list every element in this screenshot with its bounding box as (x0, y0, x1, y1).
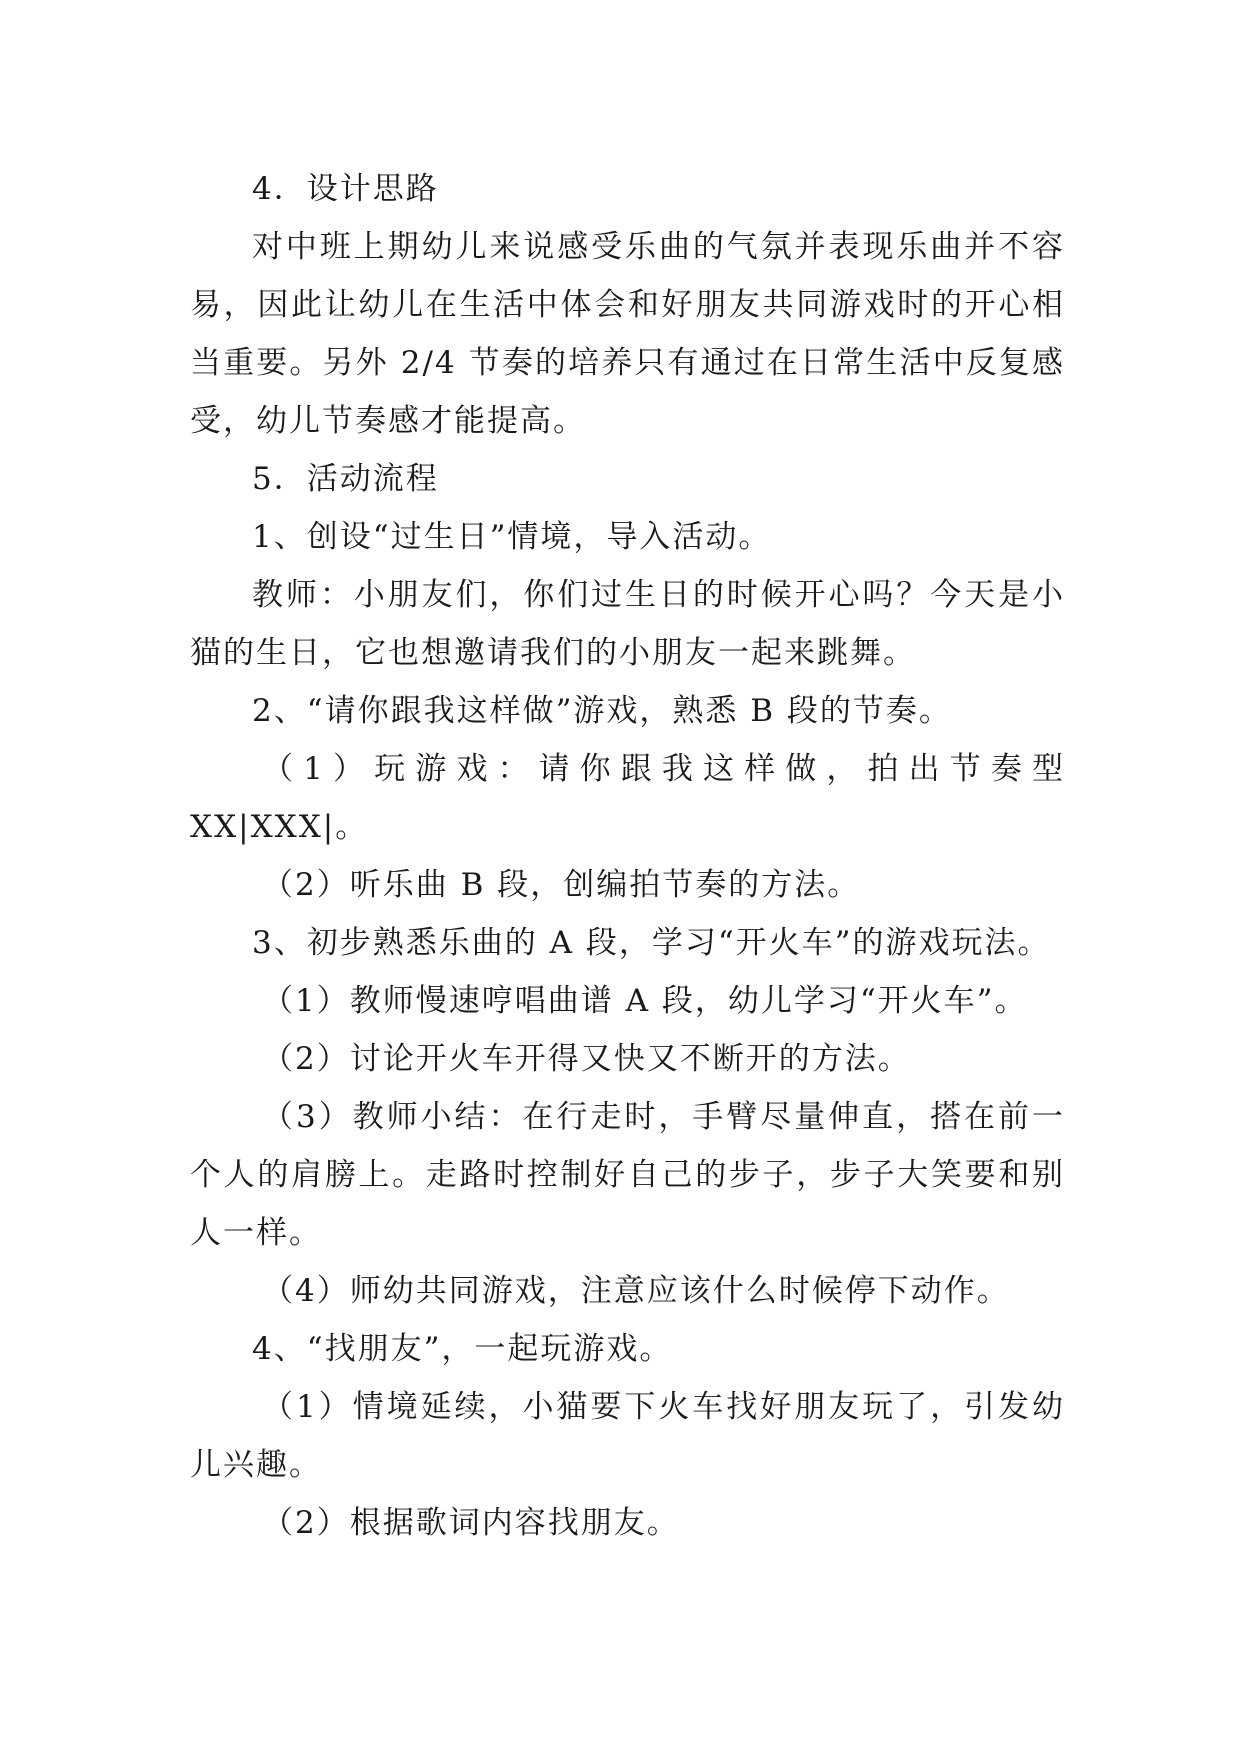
step-3-item-2: （2）讨论开火车开得又快又不断开的方法。 (262, 1041, 911, 1077)
step-4-item-1: （1）情境延续，小猫要下火车找好朋友玩了，引发幼儿兴趣。 (190, 1389, 1065, 1483)
step-3-title: 3、初步熟悉乐曲的 A 段，学习“开火车”的游戏玩法。 (252, 925, 1051, 961)
step-4-title: 4、“找朋友”，一起玩游戏。 (252, 1331, 673, 1367)
document-body (190, 160, 1065, 1552)
step-4-item-2: （2）根据歌词内容找朋友。 (262, 1505, 680, 1541)
step-1-title: 1、创设“过生日”情境，导入活动。 (252, 519, 772, 555)
step-3-item-4: （4）师幼共同游戏，注意应该什么时候停下动作。 (262, 1273, 1010, 1309)
paragraph-teacher-dialogue: 教师：小朋友们，你们过生日的时候开心吗？今天是小猫的生日，它也想邀请我们的小朋友一起来跳舞。 (190, 577, 1065, 671)
step-2-item-2: （2）听乐曲 B 段，创编拍节奏的方法。 (262, 867, 861, 903)
paragraph-design-idea: 对中班上期幼儿来说感受乐曲的气氛并表现乐曲并不容易，因此让幼儿在生活中体会和好朋友共同游戏时的开心相当重要。另外 2/4 节奏的培养只有通过在日常生活中反复感受，幼儿节奏感才能提高。 (190, 229, 1065, 439)
section-heading-activity-flow: 5．活动流程 (252, 461, 439, 497)
step-3-item-1: （1）教师慢速哼唱曲谱 A 段，幼儿学习“开火车”。 (262, 983, 1028, 1019)
step-2-item-1: （1）玩游戏：请你跟我这样做，拍出节奏型 XX|XXX|。 (190, 751, 1065, 845)
step-2-title: 2、“请你跟我这样做”游戏，熟悉 B 段的节奏。 (252, 693, 952, 729)
section-heading-design-idea: 4．设计思路 (252, 171, 439, 207)
step-3-item-3: （3）教师小结：在行走时，手臂尽量伸直，搭在前一个人的肩膀上。走路时控制好自己的步子，步子大笑要和别人一样。 (190, 1099, 1065, 1251)
